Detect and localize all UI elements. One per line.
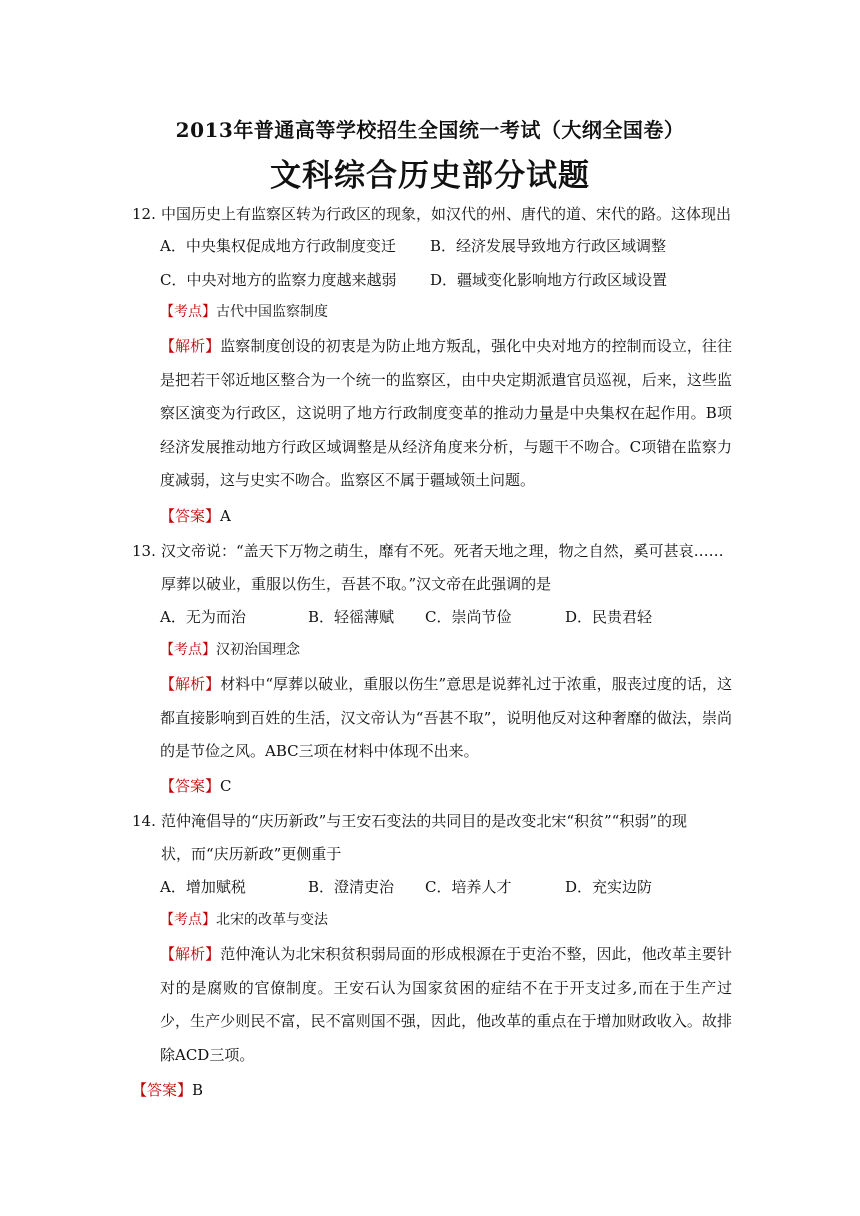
question-number: 13. <box>132 542 156 560</box>
kaodian-tag: 【考点】 <box>160 304 216 320</box>
answer-text: A <box>220 507 231 525</box>
answer <box>160 770 732 804</box>
question-number: 14. <box>132 812 156 830</box>
option-c: C．崇尚节俭 <box>425 608 512 626</box>
option-c: C．中央对地方的监察力度越来越弱 <box>160 271 397 289</box>
answer-tag: 【答案】 <box>160 777 221 795</box>
option-a: A．无为而治 <box>160 608 246 626</box>
question-stem: 中国历史上有监察区转为行政区的现象，如汉代的州、唐代的道、宋代的路。这体现出 <box>161 205 732 223</box>
jiexi-text: 材料中“厚葬以破业，重服以伤生”意思是说葬礼过于浓重，服丧过度的话，这都直接影响到百姓的生活，汉文帝认为“吾甚不取”，说明他反对这种奢靡的做法，崇尚的是节俭之风。ABC三项在材料中体现不出来。 <box>160 675 732 760</box>
jiexi <box>160 668 732 769</box>
section-title: 文科综合历史部分试题 <box>270 158 590 194</box>
answer-text: B <box>192 1081 204 1099</box>
option-d: D．充实边防 <box>565 878 653 896</box>
option-d: D．民贵君轻 <box>565 608 653 626</box>
kaodian-tag: 【考点】 <box>160 912 216 928</box>
question-stem-line1: 汉文帝说：“盖天下万物之萌生，靡有不死。死者天地之理，物之自然，奚可甚哀…… <box>161 542 724 560</box>
question-stem-line2: 厚葬以破业，重服以伤生，吾甚不取。”汉文帝在此强调的是 <box>161 575 552 593</box>
kaodian <box>160 296 732 330</box>
jiexi-text: 范仲淹认为北宋积贫积弱局面的形成根源在于吏治不整，因此，他改革主要针对的是腐败的官僚制度。王安石认为国家贫困的症结不在于开支过多,而在于生产过少，生产少则民不富，民不富则国不强，因此，他改革的重点在于增加财政收入。故排除ACD三项。 <box>160 945 732 1064</box>
jiexi-tag: 【解析】 <box>160 945 221 963</box>
kaodian-text: 汉初治国理念 <box>216 642 300 658</box>
option-b: B．澄清吏治 <box>308 878 395 896</box>
kaodian <box>160 634 732 668</box>
option-b: B．轻徭薄赋 <box>308 608 395 626</box>
option-c: C．培养人才 <box>425 878 512 896</box>
question-stem-line2: 状，而“庆历新政”更侧重于 <box>161 845 342 863</box>
jiexi-tag: 【解析】 <box>160 337 221 355</box>
kaodian-text: 古代中国监察制度 <box>216 304 328 320</box>
jiexi <box>160 330 732 498</box>
option-b: B．经济发展导致地方行政区域调整 <box>430 237 667 255</box>
option-a: A．增加赋税 <box>160 878 246 896</box>
answer <box>132 1074 704 1108</box>
kaodian <box>160 904 732 938</box>
answer <box>160 500 732 534</box>
jiexi <box>160 938 732 1072</box>
exam-title: 2013年普通高等学校招生全国统一考试（大纲全国卷） <box>175 118 685 142</box>
jiexi-text: 监察制度创设的初衷是为防止地方叛乱，强化中央对地方的控制而设立，往往是把若干邻近地区整合为一个统一的监察区，由中央定期派遣官员巡视，后来，这些监察区演变为行政区，这说明了地方行政制度变革的推动力量是中央集权在起作用。B项经济发展推动地方行政区域调整是从经济角度来分析，与题干不吻合。C项错在监察力度减弱，这与史实不吻合。监察区不属于疆域领土问题。 <box>160 337 732 489</box>
answer-tag: 【答案】 <box>160 507 221 525</box>
option-a: A．中央集权促成地方行政制度变迁 <box>160 237 396 255</box>
kaodian-tag: 【考点】 <box>160 642 216 658</box>
option-d: D．疆域变化影响地方行政区域设置 <box>430 271 668 289</box>
question-stem-line1: 范仲淹倡导的“庆历新政”与王安石变法的共同目的是改变北宋“积贫”“积弱”的现 <box>161 812 688 830</box>
question-number: 12. <box>132 205 156 223</box>
answer-text: C <box>220 777 232 795</box>
jiexi-tag: 【解析】 <box>160 675 221 693</box>
kaodian-text: 北宋的改革与变法 <box>216 912 328 928</box>
answer-tag: 【答案】 <box>132 1081 193 1099</box>
